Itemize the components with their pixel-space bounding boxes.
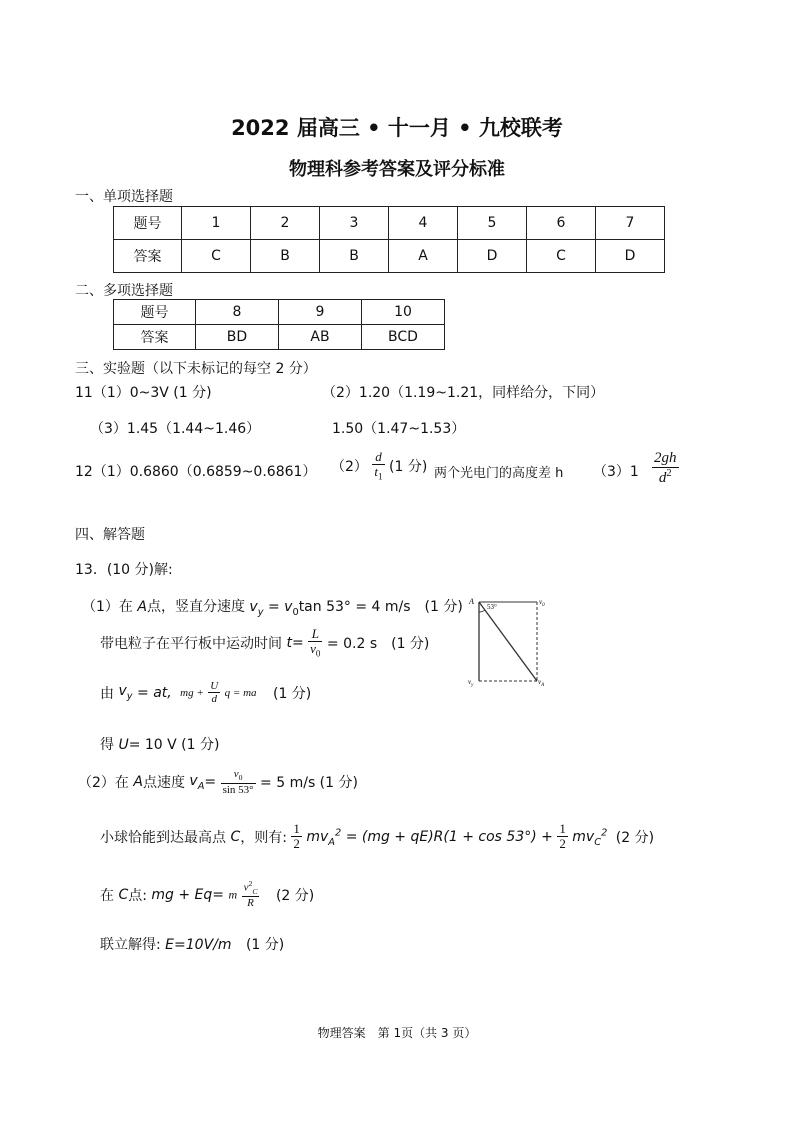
diagram-label-a: A xyxy=(469,597,474,606)
question-number: 7 xyxy=(596,207,665,240)
q13-step2: 带电粒子在平行板中运动时间 t= $\frac{L}{v_0}$ = 0.2 s (1 分) xyxy=(100,626,430,659)
question-row xyxy=(114,207,665,240)
question-number: 2 xyxy=(251,207,320,240)
row-label-answer: 答案 xyxy=(114,240,182,273)
answer-cell: C xyxy=(527,240,596,273)
section3-heading: 三、实验题（以下未标记的每空 2 分） xyxy=(75,361,317,377)
question-number: 9 xyxy=(279,300,362,325)
answer-cell: BD xyxy=(196,325,279,350)
page-footer: 物理答案 第 1页（共 3 页） xyxy=(317,1026,477,1040)
q12-part4-den: $d^2$ xyxy=(658,467,672,486)
question-number: 8 xyxy=(196,300,279,325)
multi-choice-table xyxy=(113,299,445,350)
diagram-diagonal xyxy=(479,602,537,681)
question-number: 6 xyxy=(527,207,596,240)
answer-row xyxy=(114,325,445,350)
answer-cell: D xyxy=(458,240,527,273)
answer-cell: BCD xyxy=(362,325,445,350)
diagram-label-vy: $v_y$ xyxy=(468,678,474,688)
q13-step5: （2）在 A点速度 $v_A=$ $\frac{v_0}{\sin 53^\circ}$ = 5 m/s (1 分) xyxy=(78,768,358,796)
page-subtitle: 物理科参考答案及评分标准 xyxy=(289,159,505,180)
q12-part2-prefix: （2） xyxy=(331,459,368,476)
q13-step1: （1）在 A点，竖直分速度 $v_y = v_0\tan$ 53° = 4 m/s (1 分) xyxy=(82,599,463,618)
question-number: 5 xyxy=(458,207,527,240)
question-row xyxy=(114,300,445,325)
q13-heading: 13．(10 分)解: xyxy=(75,562,173,578)
section1-heading: 一、单项选择题 xyxy=(75,189,173,205)
answer-cell: A xyxy=(389,240,458,273)
answer-cell: C xyxy=(182,240,251,273)
question-number: 1 xyxy=(182,207,251,240)
q12-part4-fraction xyxy=(652,450,679,487)
row-label-answer: 答案 xyxy=(114,325,196,350)
velocity-diagram xyxy=(462,592,552,688)
page-title: 2022 届高三 • 十一月 • 九校联考 xyxy=(231,116,563,140)
question-number: 3 xyxy=(320,207,389,240)
diagram-label-angle: 53° xyxy=(487,603,497,611)
answer-row xyxy=(114,240,665,273)
answer-cell: AB xyxy=(279,325,362,350)
answer-cell: D xyxy=(596,240,665,273)
q12-part1: 12（1）0.6860（0.6859~0.6861） xyxy=(75,464,317,480)
answer-cell: B xyxy=(320,240,389,273)
q13-step8: 联立解得: E=10V/m (1 分) xyxy=(100,937,285,953)
q11-part3: （3）1.45（1.44~1.46） xyxy=(90,421,261,437)
q12-fraction xyxy=(372,450,384,482)
diagram-label-v0: $v_0$ xyxy=(539,598,545,608)
q12-fraction-den: $t_1$ xyxy=(374,464,383,482)
answer-cell: B xyxy=(251,240,320,273)
q11-part4: 1.50（1.47~1.53） xyxy=(332,421,466,437)
section2-heading: 二、多项选择题 xyxy=(75,283,173,299)
q12-part3: 两个光电门的高度差 h xyxy=(434,466,564,481)
q12-part2 xyxy=(331,450,427,482)
q11-part2: （2）1.20（1.19~1.21，同样给分，下同） xyxy=(322,385,605,401)
q13-step7: 在 C点: mg + Eq= m $\frac{v^2_C}{R}$ (2 分) xyxy=(100,879,315,910)
q13-step3: 由 $v_y$ = at, mg + $\frac{U}{d}$ q = ma (1 分) xyxy=(100,680,312,706)
row-label-question: 题号 xyxy=(114,207,182,240)
q12-part4: （3）1 xyxy=(593,464,639,480)
q13-step6: 小球恰能到达最高点 C，则有: $\frac{1}{2}$ $mv_A^2 = (mg + qE)R(1 + \cos 53^\circ)$ + $\frac{1}{2}$ $mv_C^2$ (2 分) xyxy=(100,821,655,852)
q12-part2-score: (1 分) xyxy=(389,459,428,476)
diagram-label-va: $v_A$ xyxy=(538,678,545,688)
q12-part4-num: 2gh xyxy=(654,450,677,466)
section4-heading: 四、解答题 xyxy=(75,527,145,543)
row-label-question: 题号 xyxy=(114,300,196,325)
question-number: 10 xyxy=(362,300,445,325)
question-number: 4 xyxy=(389,207,458,240)
q13-step4: 得 U= 10 V (1 分) xyxy=(100,737,220,753)
q12-fraction-num: d xyxy=(372,450,384,465)
q11-part1: 11（1）0~3V (1 分) xyxy=(75,385,212,401)
diagram-angle-arc xyxy=(479,610,485,612)
single-choice-table xyxy=(113,206,665,273)
